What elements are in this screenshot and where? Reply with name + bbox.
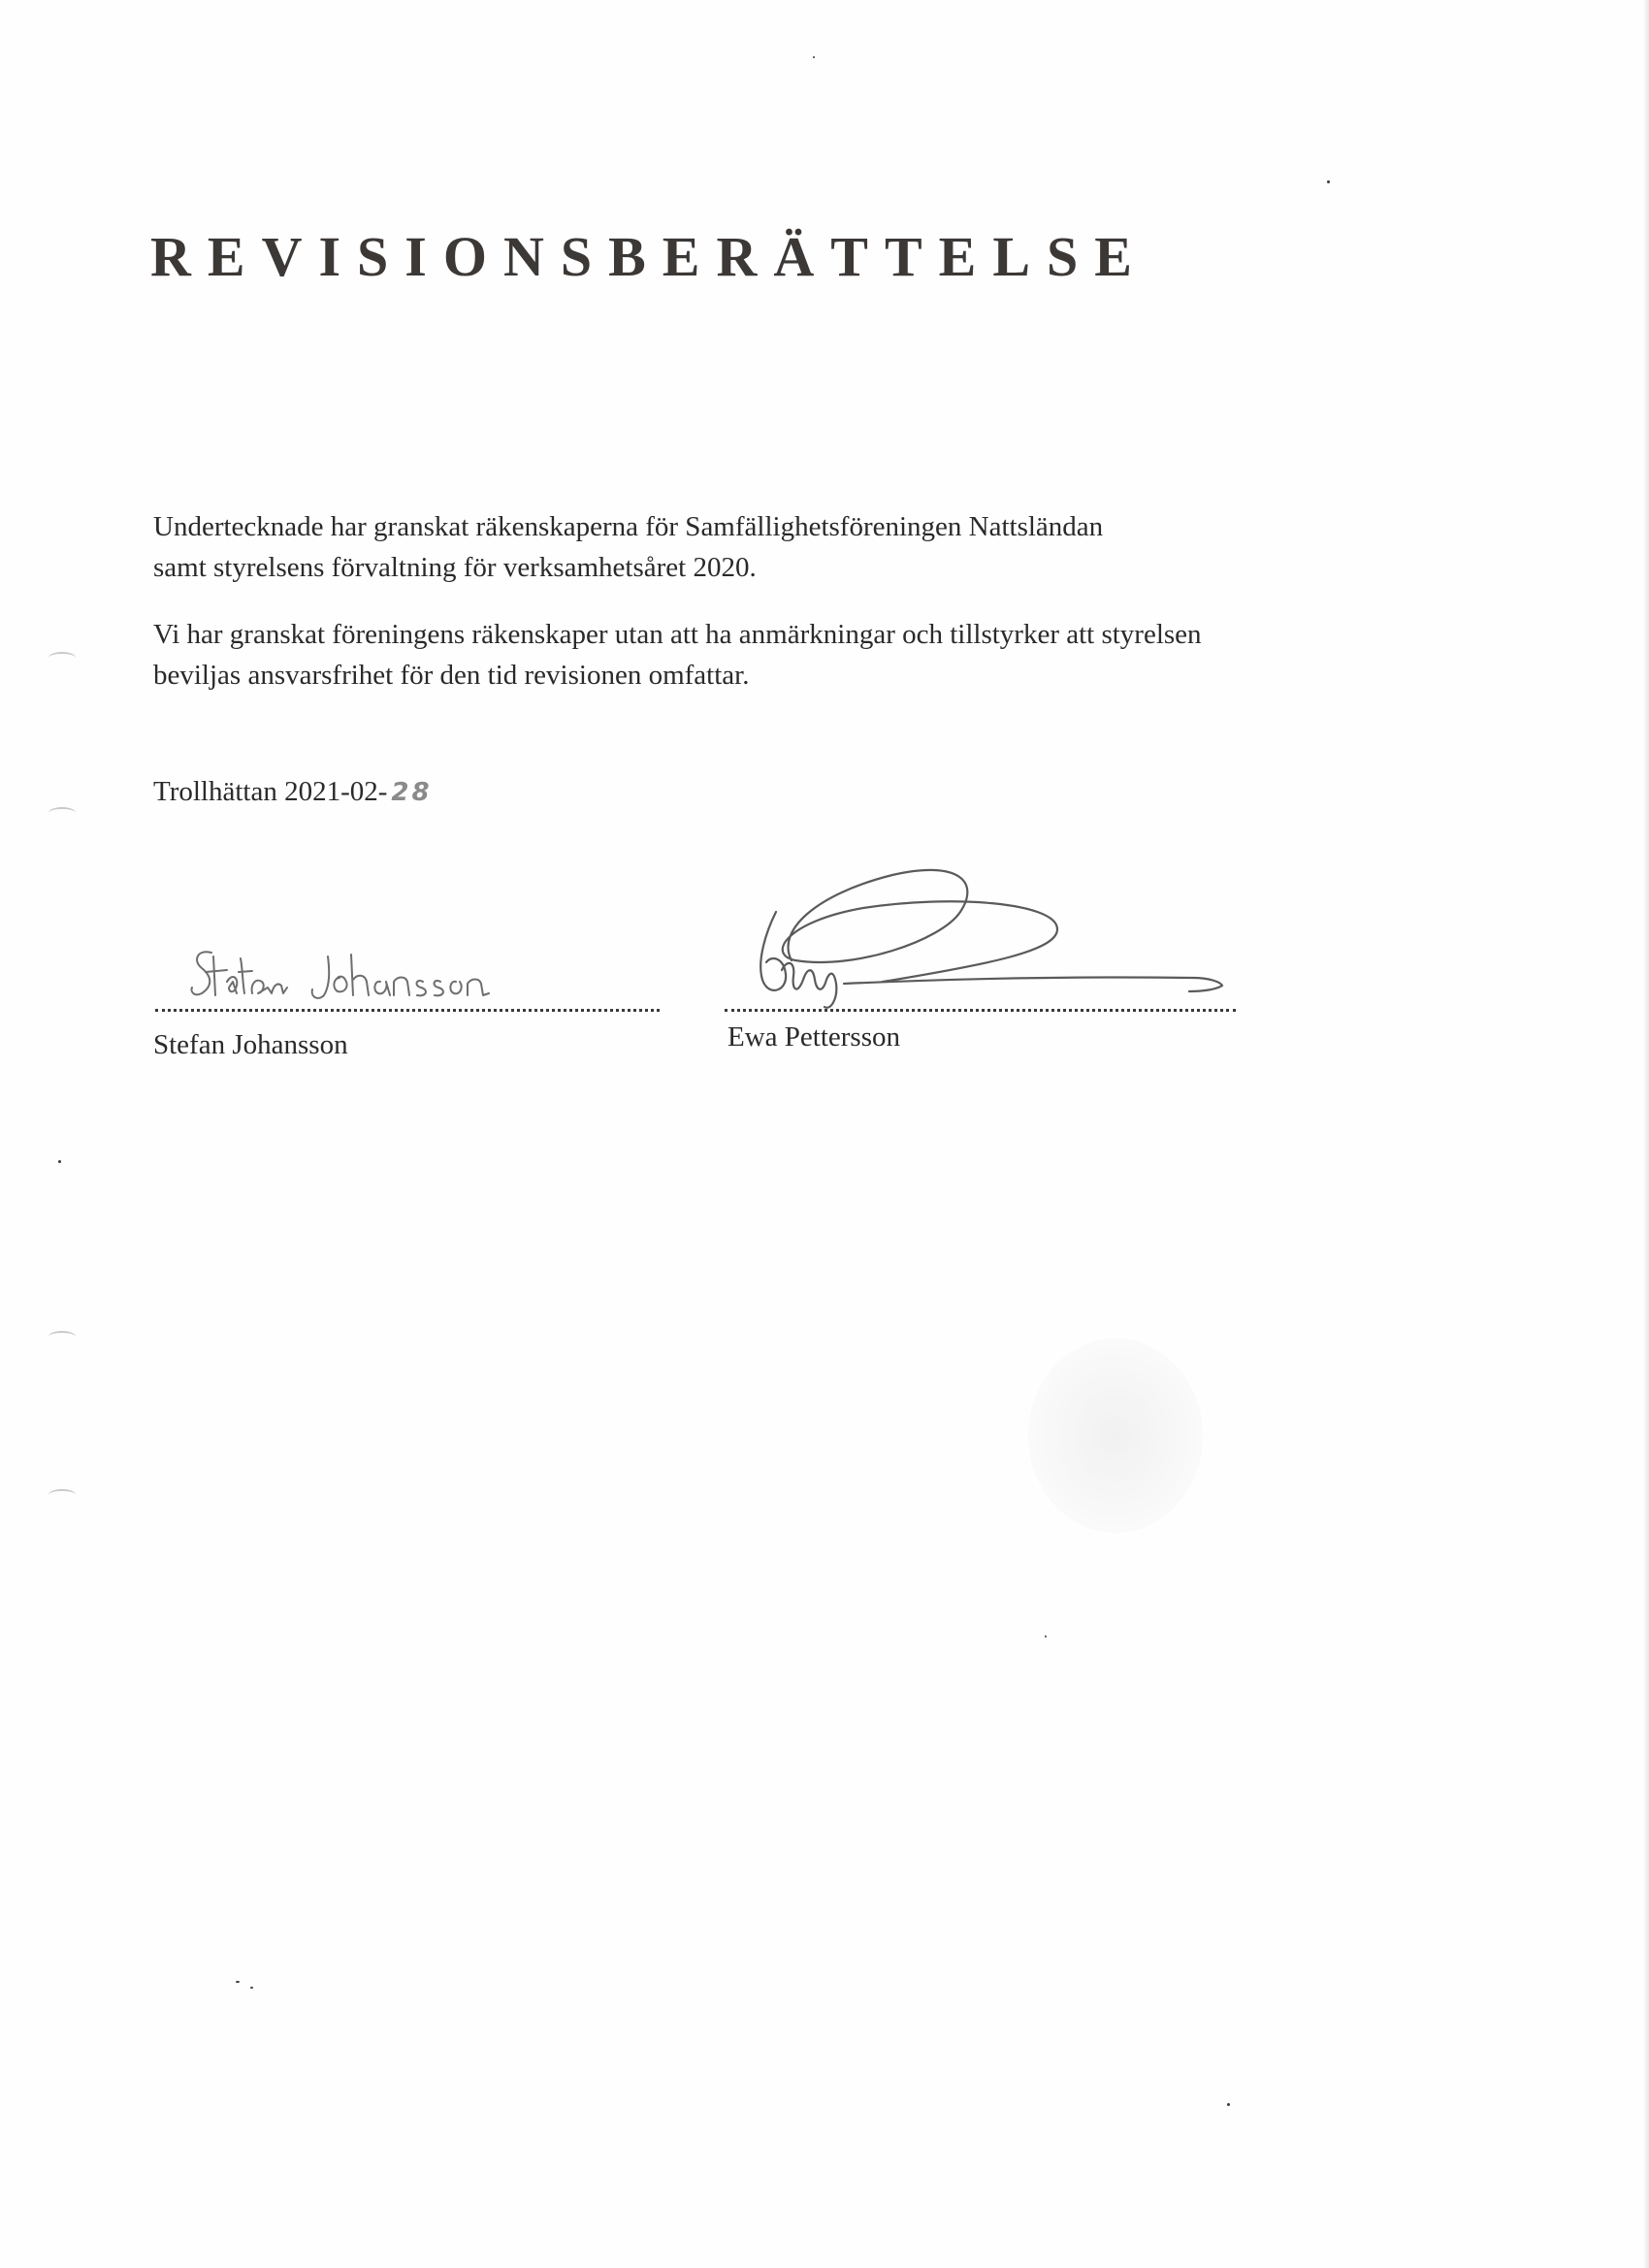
paragraph-scope bbox=[153, 506, 1103, 588]
paragraph-line: samt styrelsens förvaltning för verksamhetsåret 2020. bbox=[153, 552, 757, 583]
paragraph-line: Vi har granskat föreningens räkenskaper utan att ha anmärkningar och tillstyrker att styrelsen bbox=[153, 619, 1202, 650]
scan-speck bbox=[236, 1981, 240, 1983]
signature-line-left bbox=[155, 1009, 660, 1012]
place-date-printed: Trollhättan 2021-02- bbox=[153, 776, 388, 807]
signature-ewa-pettersson bbox=[737, 854, 1242, 1028]
scan-speck bbox=[58, 1160, 61, 1163]
signature-line-right bbox=[725, 1009, 1236, 1012]
scan-edge-shadow bbox=[1643, 0, 1649, 2268]
paragraph-line: beviljas ansvarsfrihet för den tid revisionen omfattar. bbox=[153, 660, 750, 691]
place-date bbox=[153, 771, 433, 813]
scan-speck bbox=[1327, 180, 1330, 183]
scan-smudge bbox=[1028, 1339, 1203, 1533]
margin-mark bbox=[48, 1489, 76, 1501]
scan-speck bbox=[1227, 2103, 1230, 2106]
signature-stefan-johansson bbox=[184, 939, 495, 1017]
paragraph-line: Undertecknade har granskat räkenskaperna för Samfällighetsföreningen Nattsländan bbox=[153, 511, 1104, 542]
paragraph-conclusion bbox=[153, 614, 1202, 696]
scan-speck bbox=[813, 56, 815, 58]
document-title: REVISIONSBERÄTTELSE bbox=[150, 225, 1148, 288]
scan-speck bbox=[250, 1987, 253, 1989]
margin-mark bbox=[48, 652, 76, 664]
handwritten-day: 28 bbox=[391, 778, 433, 807]
margin-mark bbox=[48, 807, 76, 819]
signatory-name: Stefan Johansson bbox=[153, 1029, 348, 1060]
scan-speck bbox=[1045, 1636, 1047, 1637]
margin-mark bbox=[48, 1331, 76, 1343]
signatory-name: Ewa Pettersson bbox=[728, 1021, 900, 1053]
